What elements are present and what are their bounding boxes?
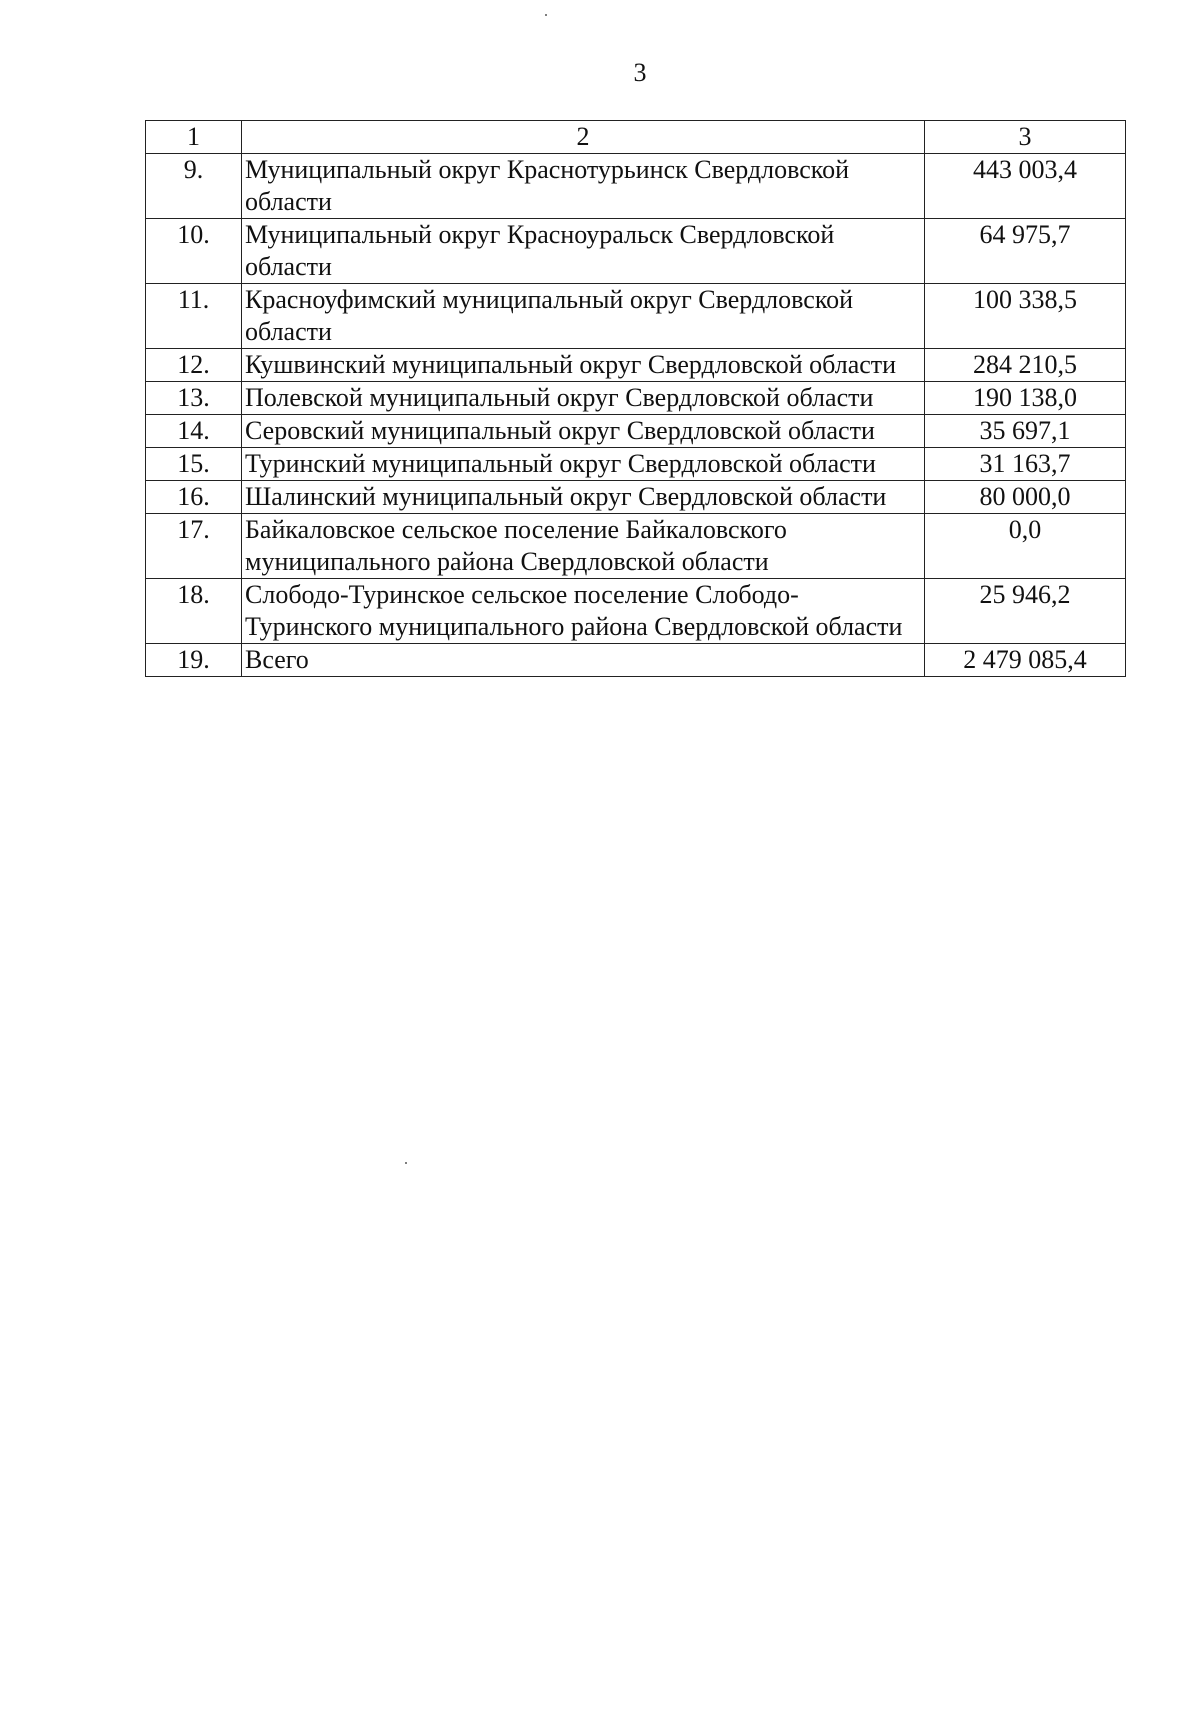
- municipality-name: Байкаловское сельское поселение Байкаловского муниципального района Свердловской области: [242, 514, 925, 579]
- municipality-name: Шалинский муниципальный округ Свердловской области: [242, 481, 925, 514]
- amount-value: 35 697,1: [925, 415, 1126, 448]
- amount-value: 0,0: [925, 514, 1126, 579]
- table-row: [146, 448, 1126, 481]
- row-number: 14.: [146, 415, 242, 448]
- total-label: Всего: [242, 644, 925, 677]
- row-number: 18.: [146, 579, 242, 644]
- municipality-name: Красноуфимский муниципальный округ Свердловской области: [242, 284, 925, 349]
- table-row: [146, 579, 1126, 644]
- table-row: [146, 349, 1126, 382]
- column-header-3: 3: [925, 121, 1126, 154]
- amount-value: 443 003,4: [925, 154, 1126, 219]
- column-header-2: 2: [242, 121, 925, 154]
- total-value: 2 479 085,4: [925, 644, 1126, 677]
- row-number: 19.: [146, 644, 242, 677]
- page-number: 3: [633, 58, 647, 87]
- municipality-name: Слободо-Туринское сельское поселение Слободо-Туринского муниципального района Свердловской области: [242, 579, 925, 644]
- column-header-1: 1: [146, 121, 242, 154]
- amount-value: 31 163,7: [925, 448, 1126, 481]
- amount-value: 284 210,5: [925, 349, 1126, 382]
- row-number: 17.: [146, 514, 242, 579]
- municipality-name: Муниципальный округ Краснотурьинск Свердловской области: [242, 154, 925, 219]
- table-row: [146, 154, 1126, 219]
- row-number: 15.: [146, 448, 242, 481]
- municipality-name: Туринский муниципальный округ Свердловской области: [242, 448, 925, 481]
- amount-value: 64 975,7: [925, 219, 1126, 284]
- row-number: 16.: [146, 481, 242, 514]
- municipality-name: Муниципальный округ Красноуральск Свердловской области: [242, 219, 925, 284]
- row-number: 9.: [146, 154, 242, 219]
- table-row-total: [146, 644, 1126, 677]
- amount-value: 100 338,5: [925, 284, 1126, 349]
- row-number: 12.: [146, 349, 242, 382]
- amount-value: 80 000,0: [925, 481, 1126, 514]
- amount-value: 25 946,2: [925, 579, 1126, 644]
- table-row: [146, 284, 1126, 349]
- row-number: 11.: [146, 284, 242, 349]
- row-number: 13.: [146, 382, 242, 415]
- municipality-name: Кушвинский муниципальный округ Свердловской области: [242, 349, 925, 382]
- scan-speck-top: [545, 14, 547, 16]
- table-row: [146, 481, 1126, 514]
- table-row: [146, 415, 1126, 448]
- table-row: [146, 219, 1126, 284]
- municipality-name: Серовский муниципальный округ Свердловской области: [242, 415, 925, 448]
- table-row: [146, 382, 1126, 415]
- allocation-table: [145, 120, 1126, 677]
- table-header-row: [146, 121, 1126, 154]
- row-number: 10.: [146, 219, 242, 284]
- amount-value: 190 138,0: [925, 382, 1126, 415]
- municipality-name: Полевской муниципальный округ Свердловской области: [242, 382, 925, 415]
- table-row: [146, 514, 1126, 579]
- scan-speck-middle: [405, 1162, 407, 1164]
